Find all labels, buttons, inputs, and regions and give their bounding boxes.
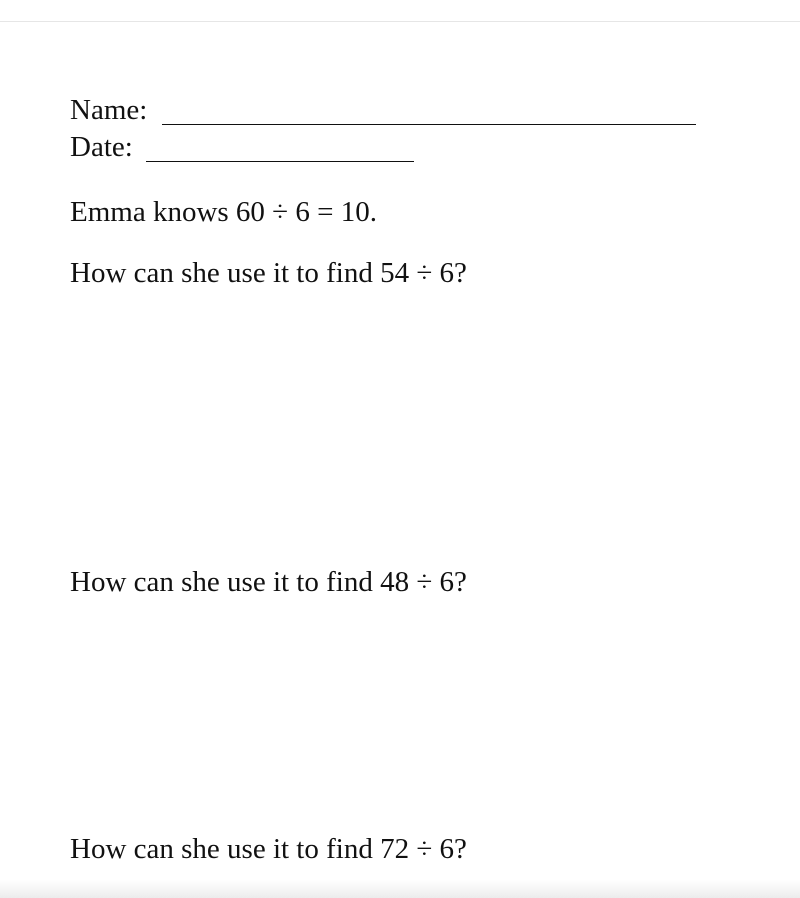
question-2: How can she use it to find 48 ÷ 6? <box>70 566 467 598</box>
name-label: Name: <box>70 94 148 126</box>
question-1: How can she use it to find 54 ÷ 6? <box>70 257 467 289</box>
page-bottom-edge <box>0 880 800 898</box>
date-field-row <box>70 130 133 164</box>
date-blank-line[interactable] <box>146 161 414 162</box>
name-field-row <box>70 93 147 127</box>
question-3: How can she use it to find 72 ÷ 6? <box>70 833 467 865</box>
date-label: Date: <box>70 131 133 163</box>
problem-intro: Emma knows 60 ÷ 6 = 10. <box>70 196 377 228</box>
name-blank-line[interactable] <box>162 124 696 125</box>
